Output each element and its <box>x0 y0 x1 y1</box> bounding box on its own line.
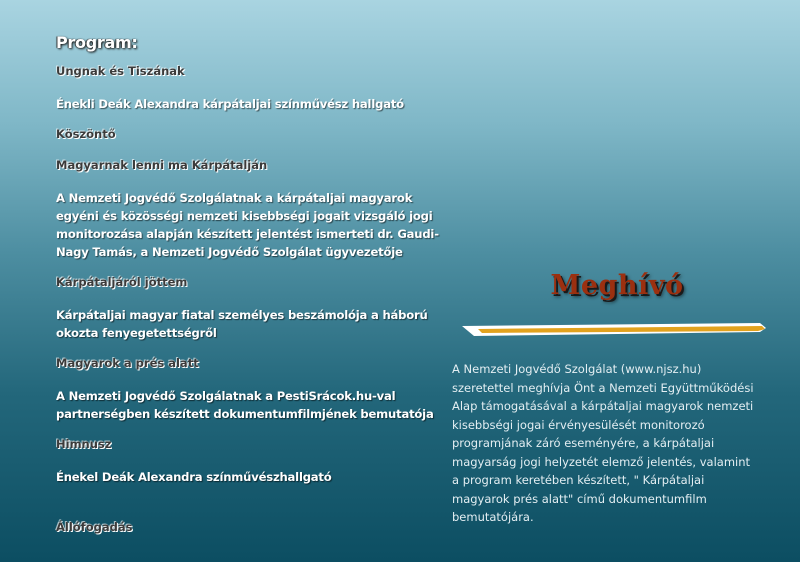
invitation-text: A Nemzeti Jogvédő Szolgálat (www.njsz.hu) szeretettel meghívja Önt a Nemzeti Együttműködési Alap támogatásával a kárpátaljai magyarok nemzeti kisebbségi jogai érvényesülését monitorozó programjának záró eseményére, a kárpátaljai magyarság jogi helyzetét elemző jelentés, valamint a program keretében készített, " Kárpátaljai magyarok prés alatt" című dokumentumfilm bemutatójára. <box>452 362 754 524</box>
program-list <box>56 64 456 535</box>
program-item-desc: Énekel Deák Alexandra színművészhallgató <box>56 470 332 484</box>
program-item-title: Himnusz <box>56 437 112 451</box>
program-item-desc: A Nemzeti Jogvédő Szolgálatnak a kárpátaljai magyarok egyéni és közösségi nemzeti kisebbségi jogait vizsgáló jogi monitorozása alapján készített jelentést ismerteti dr. Gaudi-Nagy Tamás, a Nemzeti Jogvédő Szolgálat ügyvezetője <box>56 191 439 259</box>
program-item-desc: Kárpátaljai magyar fiatal személyes beszámolója a háború okozta fenyegetettségről <box>56 308 428 340</box>
program-column <box>56 33 456 551</box>
program-item-title: Ungnak és Tiszának <box>56 64 185 78</box>
invitation-title: Meghívó <box>550 270 684 301</box>
program-item-desc: A Nemzeti Jogvédő Szolgálatnak a PestiSrácok.hu-val partnerségben készített dokumentumfilmjének bemutatója <box>56 389 434 421</box>
invitation-column <box>452 270 772 524</box>
program-item-title: Magyarnak lenni ma Kárpátalján <box>56 158 268 172</box>
brush-stroke-decoration <box>460 320 770 338</box>
program-item-title: Állófogadás <box>56 520 133 534</box>
program-item-title: Magyarok a prés alatt <box>56 356 199 370</box>
program-item-title: Köszöntő <box>56 127 116 141</box>
program-item-title: Kárpátaljáról jöttem <box>56 275 188 289</box>
program-item-desc: Énekli Deák Alexandra kárpátaljai színművész hallgató <box>56 97 404 111</box>
program-heading: Program: <box>56 33 138 52</box>
